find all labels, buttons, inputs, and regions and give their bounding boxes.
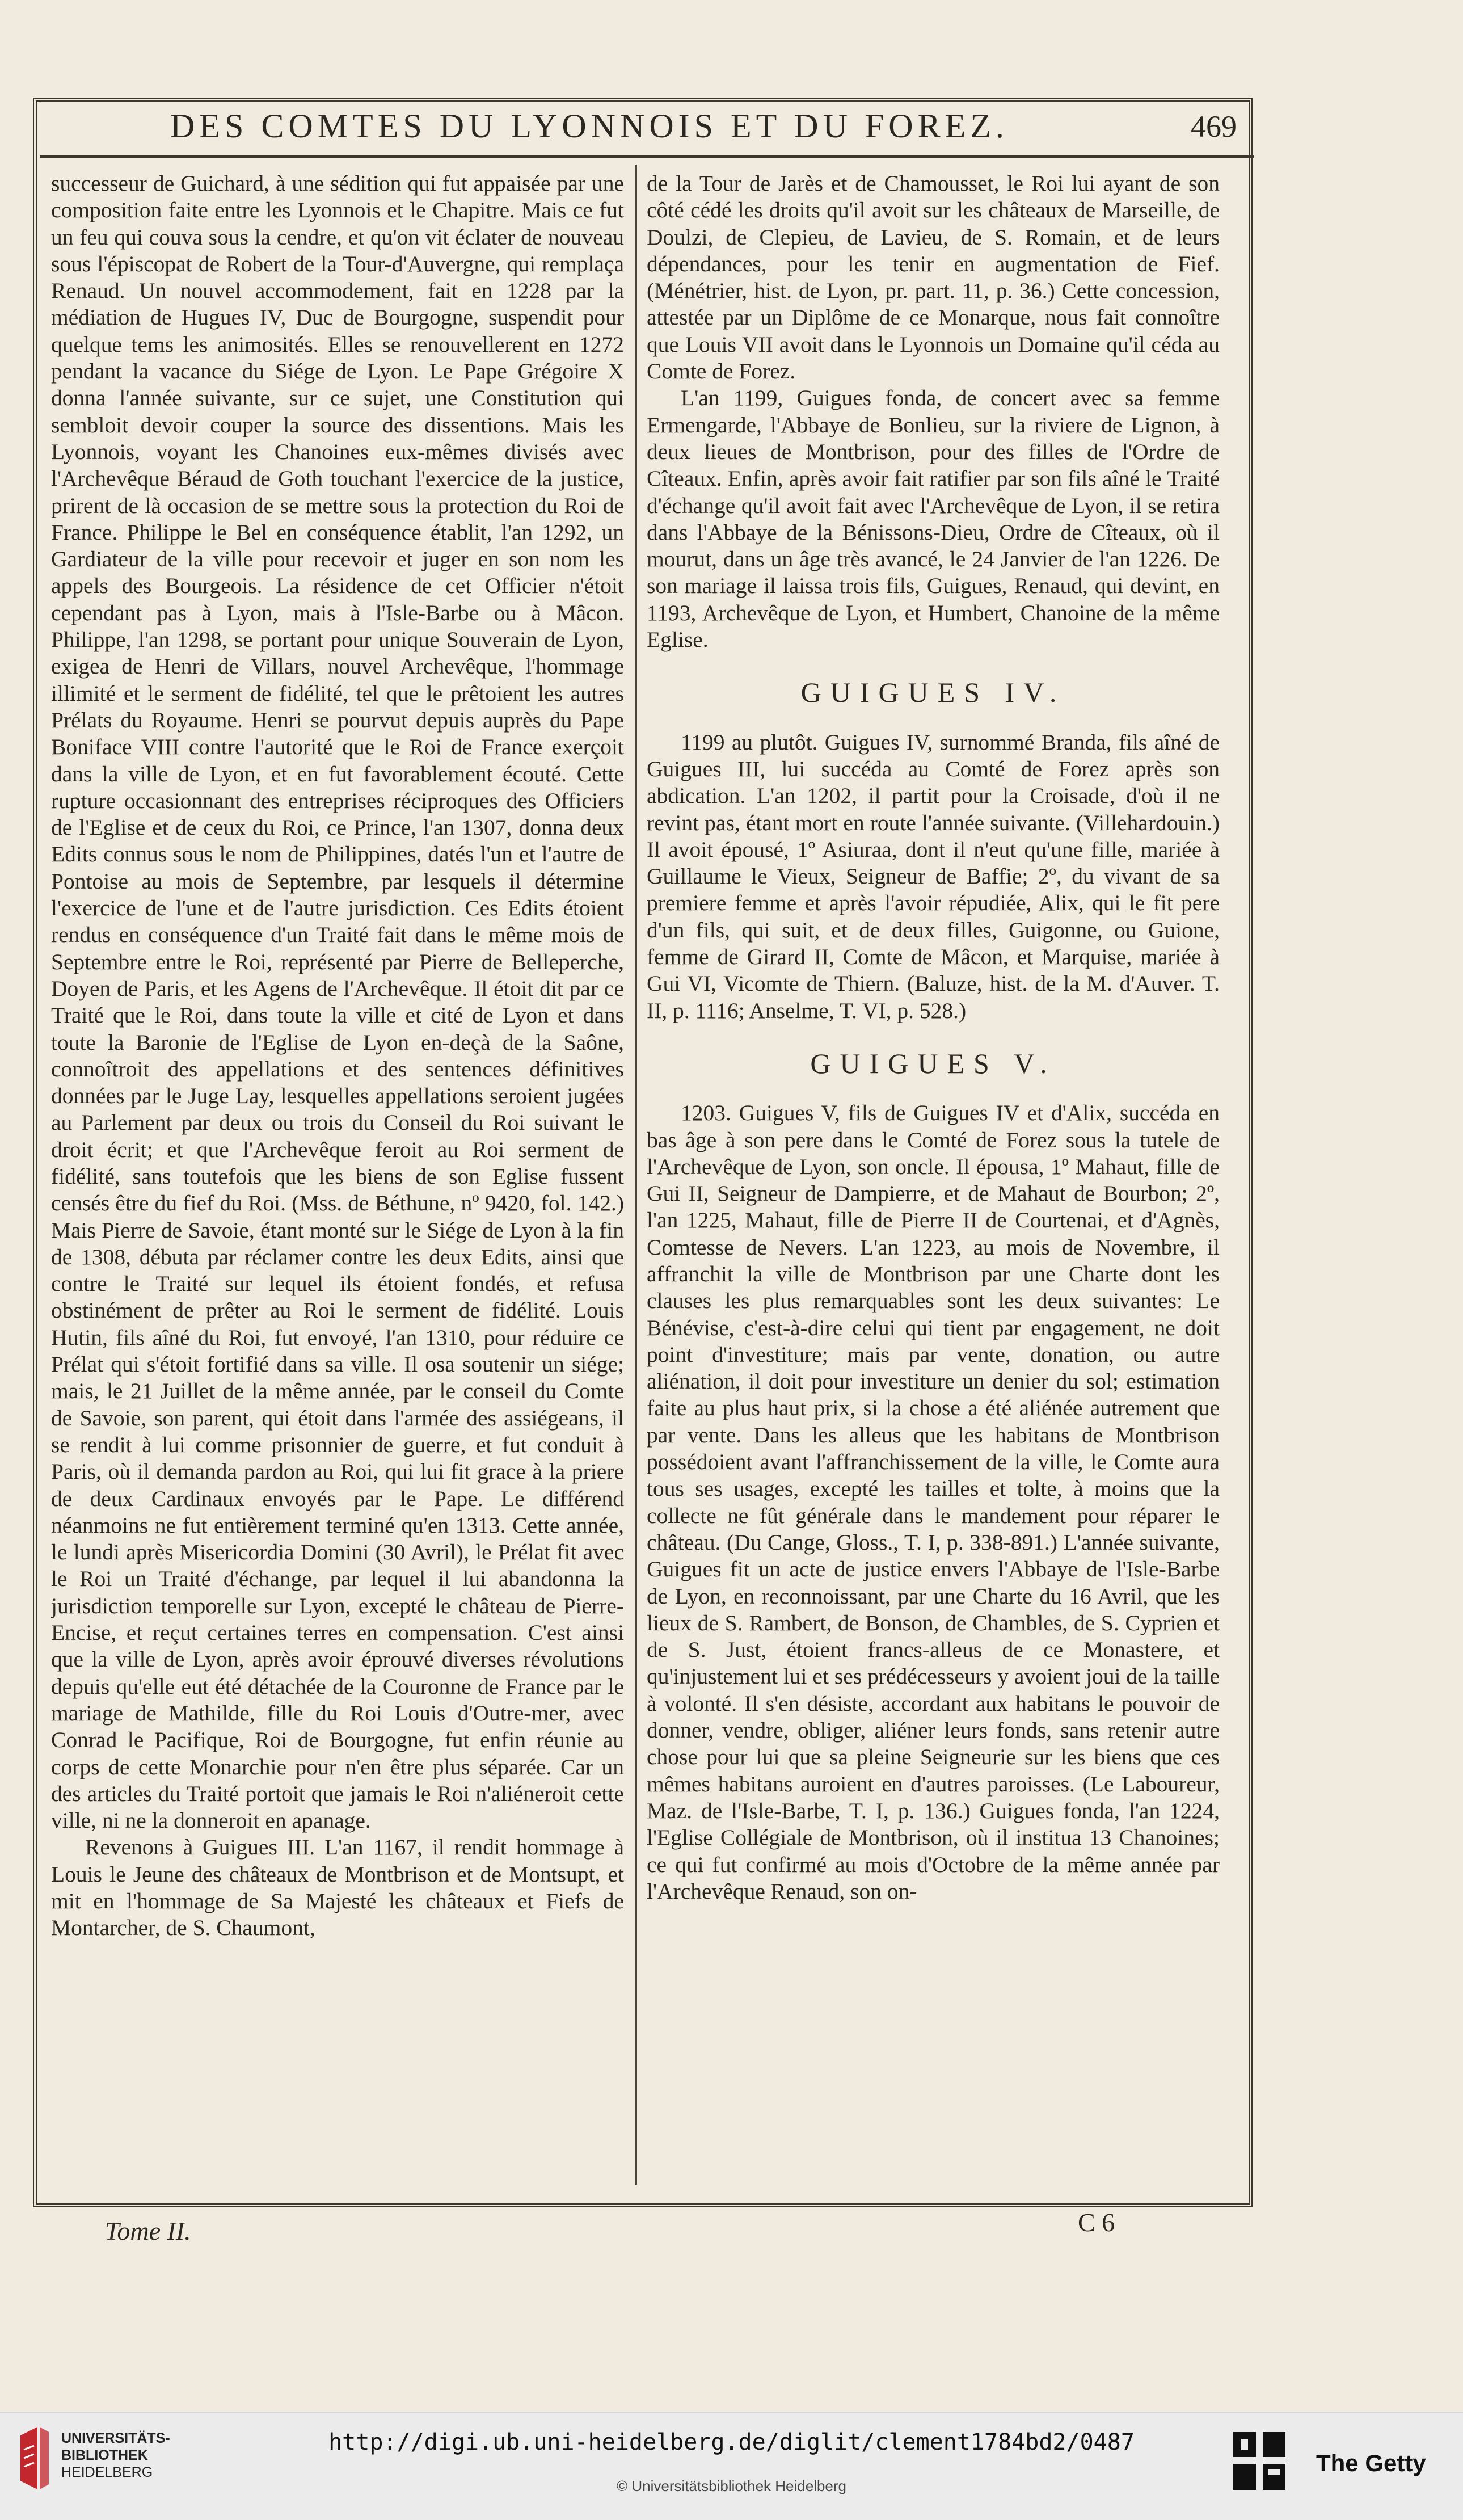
right-paragraph-2: L'an 1199, Guigues fonda, de concert avec sa femme Ermengarde, l'Abbaye de Bonlieu, sur la riviere de Lignon, à deux lieues de Montbrison, pour des filles de l'Ordre de Cîteaux. Enfin, après avoir fait ratifier par son fils aîné le Traité d'échange qu'il avoit fait avec l'Archevêque de Lyon, il se retira dans l'Abbaye de la Bénissons-Dieu, Ordre de Cîteaux, où il mourut, dans un âge très avancé, le 24 Janvier de l'an 1226. De son mariage il laissa trois fils, Guigues, Renaud, qui devint, en 1193, Archevêque de Lyon, et Humbert, Chanoine de la même Eglise. [647, 385, 1220, 653]
copyright-notice: © Universitätsbibliothek Heidelberg [616, 2477, 847, 2494]
signature-mark: C 6 [1078, 2208, 1115, 2237]
right-column [647, 170, 1220, 2196]
right-paragraph-1: de la Tour de Jarès et de Chamousset, le Roi lui ayant de son côté cédé les droits qu'il avoit sur les châteaux de Marseille, de Doulzi, de Clepieu, de Lavieu, de S. Romain, et de leurs dépendances, pour les tenir en augmentation de Fief. (Ménétrier, hist. de Lyon, pr. part. 11, p. 36.) Cette concession, attestée par un Diplôme de ce Monarque, nous fait connoître que Louis VII avoit dans le Lyonnois un Domaine qu'il céda au Comte de Forez. [647, 171, 1220, 384]
page-number: 469 [1191, 110, 1237, 144]
left-paragraph-2: Revenons à Guigues III. L'an 1167, il rendit hommage à Louis le Jeune des châteaux de Montbrison et de Montsupt, et mit en l'hommage de Sa Majesté les châteaux et Fiefs de Montarcher, de S. Chaumont, [51, 1835, 624, 1941]
getty-logo-icon[interactable] [1231, 2430, 1288, 2492]
library-name-line-1: UNIVERSITÄTS- [61, 2430, 170, 2446]
right-paragraph-4: 1203. Guigues V, fils de Guigues IV et d'Alix, succéda en bas âge à son pere dans le Comté de Forez sous la tutele de l'Archevêque de Lyon, son oncle. Il épousa, 1º Mahaut, fille de Gui II, Seigneur de Dampierre, et de Mahaut de Bourbon; 2º, l'an 1225, Mahaut, fille de Pierre II de Courtenai, et d'Agnès, Comtesse de Nevers. L'an 1223, au mois de Novembre, il affranchit la ville de Montbrison par une Charte dont les clauses les plus remarquables sont les deux suivantes: Le Bénévise, c'est-à-dire celui qui tient par engagement, ne doit point d'investiture; mais par vente, donation, ou autre aliénation, il doit pour investiture un denier du sol; estimation faite au plus haut prix, si la chose a été aliénée autrement que par vente. Dans les alleus que les habitans de Montbrison possédoient avant l'affranchissement de la ville, le Comte aura tous ses usages, excepté les tailles et tolte, à moins que la collecte ne fût générale dans le mandement pour réparer le château. (Du Cange, Gloss., T. I, p. 338-891.) L'année suivante, Guigues fit un acte de justice envers l'Abbaye de l'Isle-Barbe de Lyon, en reconnoissant, par une Charte du 16 Avril, que les lieux de S. Rambert, de Bonson, de Chambles, de S. Cyprien et de S. Just, étoient francs-alleus de ce Monastere, et qu'injustement lui et ses prédécesseurs y avoient joui de la taille à volonté. Il s'en désiste, accordant aux habitans le pouvoir de donner, vendre, obliger, aliéner leurs fonds, sans retenir autre chose pour lui que sa pleine Seigneurie sur les biens que ces mêmes habitans auroient en d'autres paroisses. (Le Laboureur, Maz. de l'Isle-Barbe, T. I, p. 136.) Guigues fonda, l'an 1224, l'Eglise Collégiale de Montbrison, où il institua 13 Chanoines; ce qui fut confirmé au mois d'Octobre de la même année par l'Archevêque Renaud, son on- [647, 1100, 1220, 1904]
volume-label: Tome II. [105, 2216, 191, 2245]
library-name-line-2: BIBLIOTHEK [61, 2447, 148, 2463]
left-column [51, 170, 624, 2196]
permalink-url[interactable]: http://digi.ub.uni-heidelberg.de/diglit/clement1784bd2/0487 [328, 2429, 1135, 2455]
library-name-line-3: HEIDELBERG [61, 2464, 153, 2480]
column-divider [635, 165, 637, 2185]
section-heading-guigues-iv: GUIGUES IV. [800, 676, 1066, 709]
right-paragraph-3: 1199 au plutôt. Guigues IV, surnommé Branda, fils aîné de Guigues III, lui succéda au Comté de Forez après son abdication. L'an 1202, il partit pour la Croisade, d'où il ne revint pas, étant mort en route l'année suivante. (Villehardouin.) Il avoit épousé, 1º Asiuraa, dont il n'eut qu'une fille, mariée à Guillaume le Vieux, Seigneur de Baffie; 2º, du vivant de sa premiere femme et après l'avoir répudiée, Alix, qui le fit pere d'un fils, qui suit, et de deux filles, Guigonne, ou Guione, femme de Girard II, Comte de Mâcon, et Marquise, mariée à Gui VI, Vicomte de Thiern. (Baluze, hist. de la M. d'Auver. T. II, p. 1116; Anselme, T. VI, p. 528.) [647, 729, 1220, 1023]
running-title: DES COMTES DU LYONNOIS ET DU FOREZ. [170, 107, 1009, 145]
running-head [40, 107, 1254, 158]
getty-name: The Getty [1316, 2450, 1426, 2476]
section-heading-guigues-v: GUIGUES V. [810, 1047, 1056, 1079]
left-paragraph-1: successeur de Guichard, à une sédition qui fut appaisée par une composition faite entre les Lyonnois et le Chapitre. Mais ce fut un feu qui couva sous la cendre, et qu'on vit éclater de nouveau sous l'épiscopat de Robert de la Tour-d'Auvergne, qui remplaça Renaud. Un nouvel accommodement, fait en 1228 par la médiation de Hugues IV, Duc de Bourgogne, suspendit pour quelque tems les animosités. Elles se renouvellerent en 1272 pendant la vacance du Siége de Lyon. Le Pape Grégoire X donna l'année suivante, sur ce sujet, une Constitution qui sembloit devoir couper la source des dissentions. Mais les Lyonnois, voyant les Chanoines eux-mêmes divisés avec l'Archevêque Béraud de Goth touchant l'exercice de la justice, prirent de là occasion de se mettre sous la protection du Roi de France. Philippe le Bel en conséquence établit, l'an 1292, un Gardiateur de la ville pour recevoir et juger en son nom les appels des Bourgeois. La résidence de cet Officier n'étoit cependant pas à Lyon, mais à l'Isle-Barbe ou à Mâcon. Philippe, l'an 1298, se portant pour unique Souverain de Lyon, exigea de Henri de Villars, nouvel Archevêque, l'hommage illimité et le serment de fidélité, tel que le prêtoient les autres Prélats du Royaume. Henri se pourvut depuis auprès du Pape Boniface VIII contre l'autorité que le Roi de France exerçoit dans la ville de Lyon, et en fut favorablement écouté. Cette rupture occasionnant des entreprises réciproques des Officiers de l'Eglise et de ceux du Roi, ce Prince, l'an 1307, donna deux Edits connus sous le nom de Philippines, datés l'un et l'autre de Pontoise au mois de Septembre, par lesquels il détermine l'exercice de l'une et de l'autre jurisdiction. Ces Edits étoient rendus en conséquence d'un Traité fait dans le même mois de Septembre entre le Roi, représenté par Pierre de Belleperche, Doyen de Paris, et les Agens de l'Archevêque. Il étoit dit par ce Traité que le Roi, dans toute la ville et cité de Lyon et dans toute la Baronie de l'Eglise de Lyon en-deçà de la Saône, connoîtroit des appellations et des sentences définitives données par le Juge Lay, lesquelles appellations seroient jugées au Parlement par deux ou trois du Conseil du Roi suivant le droit écrit; et que l'Archevêque feroit au Roi serment de fidélité, sans toutefois que les biens de son Eglise fussent censés être du fief du Roi. (Mss. de Béthune, nº 9420, fol. 142.) Mais Pierre de Savoie, étant monté sur le Siége de Lyon à la fin de 1308, débuta par réclamer contre les deux Edits, ainsi que contre le Traité sur lequel ils étoient fondés, et refusa obstinément de prêter au Roi le serment de fidélité. Louis Hutin, fils aîné du Roi, fut envoyé, l'an 1310, pour réduire ce Prélat qui s'étoit fortifié dans sa ville. Il osa soutenir un siége; mais, le 21 Juillet de la même année, par le conseil du Comte de Savoie, son parent, qui étoit dans l'armée des assiégeans, il se rendit à lui comme prisonnier de guerre, et fut conduit à Paris, où il demanda pardon au Roi, qui lui fit grace à la priere de deux Cardinaux envoyés par le Pape. Le différend néanmoins ne fut entièrement terminé qu'en 1313. Cette année, le lundi après Misericordia Domini (30 Avril), le Prélat fit avec le Roi un Traité d'échange, par lequel il lui abandonna la jurisdiction temporelle sur Lyon, excepté le château de Pierre-Encise, et reçut certaines terres en compensation. C'est ainsi que la ville de Lyon, après avoir éprouvé diverses révolutions depuis qu'elle eut été détachée de la Couronne de France par le mariage de Mathilde, fille du Roi Louis d'Outre-mer, avec Conrad le Pacifique, Roi de Bourgogne, fut enfin réunie au corps de cette Monarchie pour n'en être plus séparée. Car un des articles du Traité portoit que jamais le Roi n'aliéneroit cette ville, ni ne la donneroit en apanage. [51, 171, 624, 1833]
